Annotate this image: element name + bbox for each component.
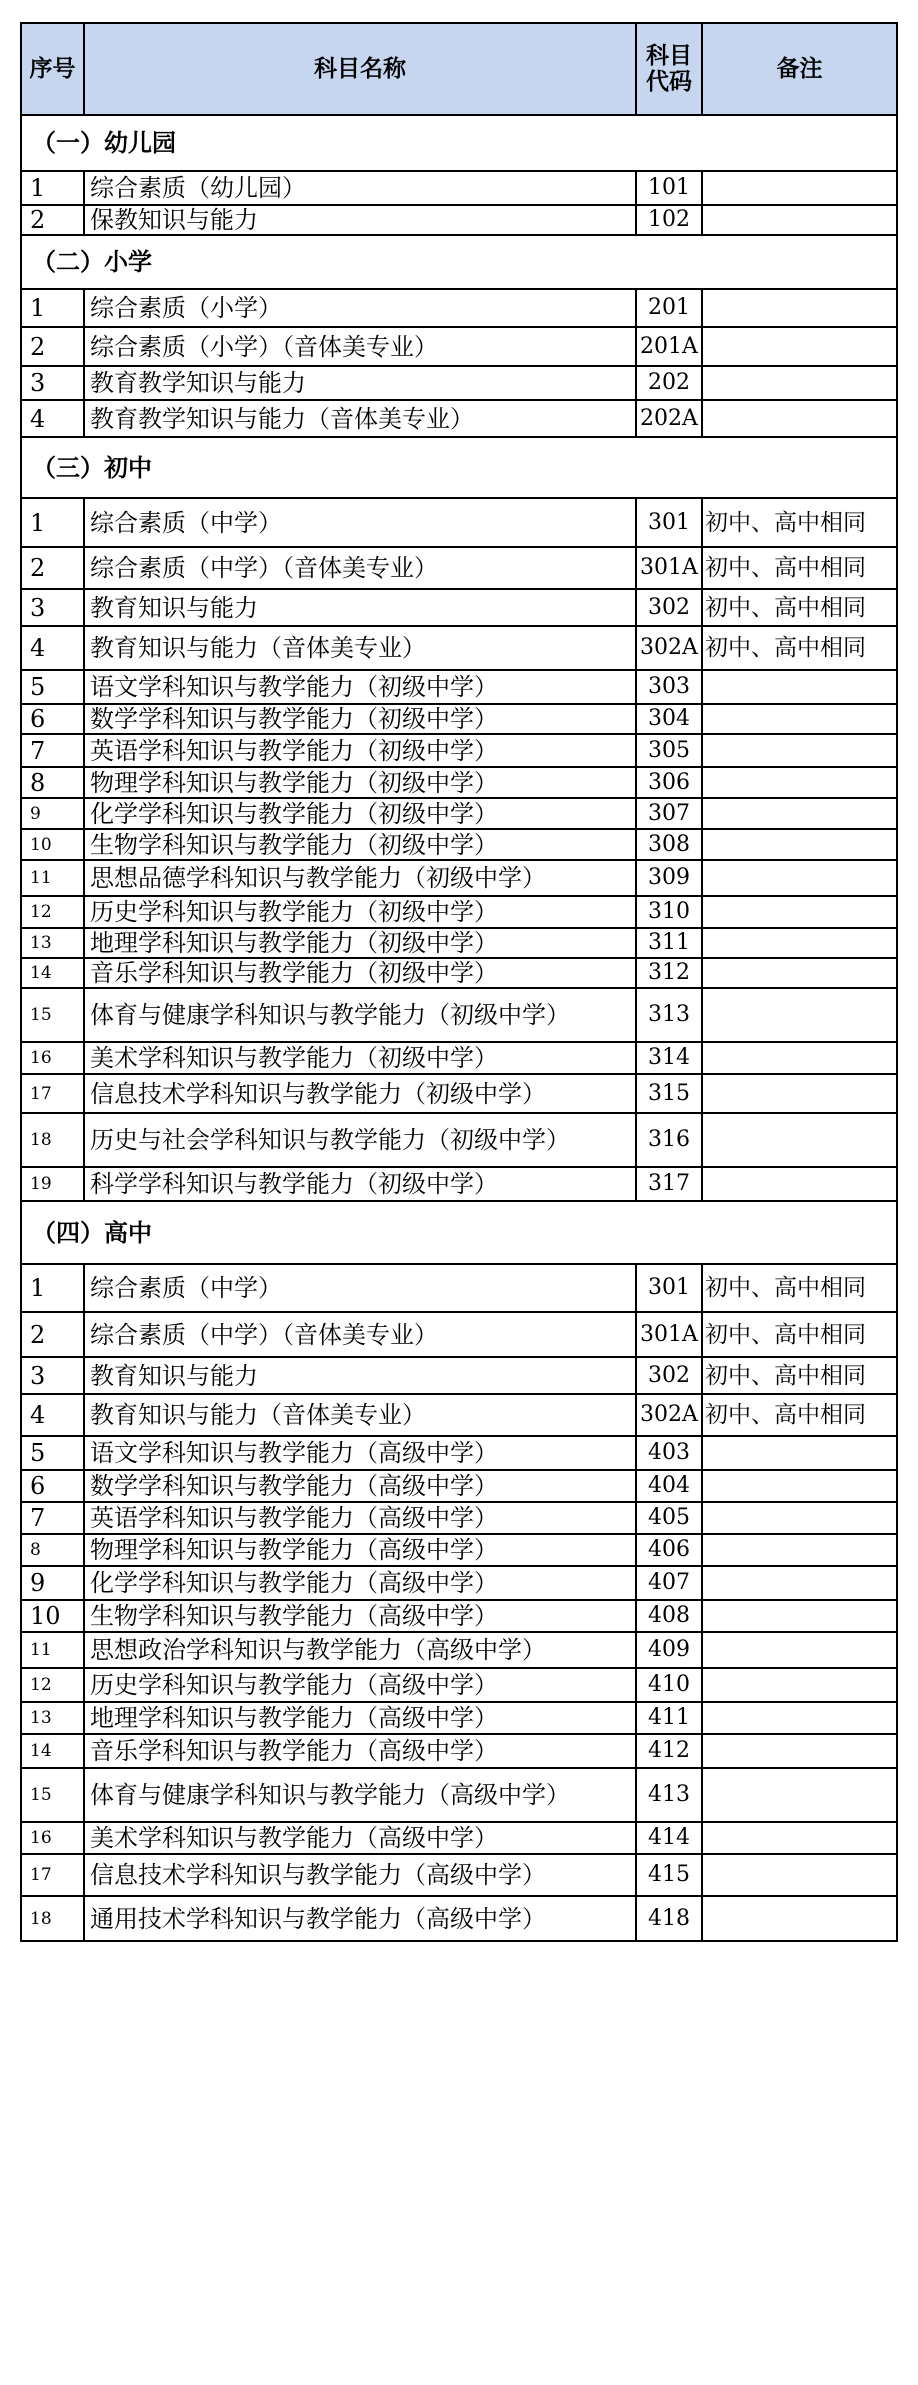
row-seq: 7 [21,734,84,767]
table-row [21,1702,897,1734]
table-row [21,1074,897,1113]
table-row [21,1896,897,1941]
row-subject-code: 315 [636,1074,702,1113]
table-row [21,1668,897,1702]
table-row [21,767,897,798]
section-title: （一）幼儿园 [21,115,897,171]
table-row [21,860,897,896]
row-seq: 2 [21,205,84,235]
row-seq: 15 [21,988,84,1042]
row-subject-name: 生物学科知识与教学能力（初级中学） [84,829,636,860]
table-row [21,589,897,626]
row-subject-code: 302A [636,626,702,670]
table-row [21,1394,897,1436]
row-subject-name: 英语学科知识与教学能力（高级中学） [84,1502,636,1534]
row-seq: 13 [21,928,84,958]
row-subject-code: 409 [636,1632,702,1668]
row-subject-name: 教育知识与能力 [84,1357,636,1394]
row-subject-name: 教育知识与能力 [84,589,636,626]
row-subject-code: 307 [636,798,702,829]
table-row [21,798,897,829]
row-note [702,1896,897,1941]
row-note [702,1632,897,1668]
row-subject-name: 化学学科知识与教学能力（高级中学） [84,1566,636,1600]
table-row [21,958,897,988]
row-note [702,988,897,1042]
row-note [702,289,897,327]
row-seq: 6 [21,1470,84,1502]
row-note [702,1854,897,1896]
row-subject-name: 科学学科知识与教学能力（初级中学） [84,1167,636,1201]
row-subject-code: 312 [636,958,702,988]
row-seq: 16 [21,1822,84,1854]
section-row [21,437,897,498]
table-row [21,1502,897,1534]
row-subject-code: 317 [636,1167,702,1201]
row-seq: 17 [21,1074,84,1113]
row-seq: 3 [21,589,84,626]
row-subject-code: 418 [636,1896,702,1941]
row-seq: 6 [21,704,84,734]
row-subject-code: 102 [636,205,702,235]
header-code-line1: 科目 [646,43,692,69]
row-seq: 12 [21,896,84,928]
row-subject-name: 音乐学科知识与教学能力（初级中学） [84,958,636,988]
row-seq: 10 [21,1600,84,1632]
row-subject-name: 历史学科知识与教学能力（初级中学） [84,896,636,928]
row-subject-code: 301 [636,1264,702,1312]
row-subject-code: 404 [636,1470,702,1502]
row-seq: 3 [21,1357,84,1394]
row-note [702,1470,897,1502]
row-subject-code: 408 [636,1600,702,1632]
row-note [702,670,897,704]
row-subject-name: 地理学科知识与教学能力（高级中学） [84,1702,636,1734]
row-note [702,1702,897,1734]
row-subject-code: 410 [636,1668,702,1702]
table-row [21,1042,897,1074]
row-subject-name: 历史学科知识与教学能力（高级中学） [84,1668,636,1702]
row-note [702,767,897,798]
row-subject-code: 314 [636,1042,702,1074]
row-subject-code: 405 [636,1502,702,1534]
row-seq: 2 [21,547,84,589]
table-row [21,1566,897,1600]
row-seq: 18 [21,1113,84,1167]
row-seq: 4 [21,1394,84,1436]
table-row [21,704,897,734]
table-row [21,988,897,1042]
row-subject-code: 201 [636,289,702,327]
row-subject-code: 303 [636,670,702,704]
table-row [21,1167,897,1201]
row-seq: 5 [21,1436,84,1470]
row-note [702,1502,897,1534]
row-note [702,400,897,437]
row-subject-code: 308 [636,829,702,860]
row-note [702,1074,897,1113]
header-code-line2: 代码 [646,69,692,95]
row-subject-code: 407 [636,1566,702,1600]
row-subject-code: 101 [636,171,702,205]
row-seq: 5 [21,670,84,704]
row-subject-name: 物理学科知识与教学能力（初级中学） [84,767,636,798]
row-subject-name: 体育与健康学科知识与教学能力（初级中学） [84,988,636,1042]
row-note [702,1436,897,1470]
row-subject-name: 物理学科知识与教学能力（高级中学） [84,1534,636,1566]
row-seq: 2 [21,327,84,366]
row-subject-code: 301 [636,498,702,547]
row-seq: 11 [21,860,84,896]
table-row [21,670,897,704]
row-note [702,1042,897,1074]
table-row [21,1822,897,1854]
table-row [21,327,897,366]
row-seq: 10 [21,829,84,860]
row-seq: 16 [21,1042,84,1074]
row-subject-name: 教育知识与能力（音体美专业） [84,626,636,670]
row-seq: 14 [21,1734,84,1768]
row-note [702,327,897,366]
row-subject-name: 综合素质（中学）（音体美专业） [84,1312,636,1357]
row-subject-name: 英语学科知识与教学能力（初级中学） [84,734,636,767]
row-note: 初中、高中相同 [702,498,897,547]
row-note: 初中、高中相同 [702,1394,897,1436]
row-subject-code: 415 [636,1854,702,1896]
row-note [702,860,897,896]
row-subject-name: 教育教学知识与能力（音体美专业） [84,400,636,437]
row-seq: 17 [21,1854,84,1896]
table-row [21,829,897,860]
table-row [21,171,897,205]
row-subject-code: 413 [636,1768,702,1822]
row-subject-code: 301A [636,547,702,589]
row-subject-code: 302 [636,589,702,626]
table-row [21,896,897,928]
row-note [702,1534,897,1566]
row-subject-code: 406 [636,1534,702,1566]
table-row [21,547,897,589]
table-row [21,1470,897,1502]
table-row [21,1312,897,1357]
row-subject-name: 化学学科知识与教学能力（初级中学） [84,798,636,829]
row-note [702,205,897,235]
table-row [21,1768,897,1822]
row-subject-name: 保教知识与能力 [84,205,636,235]
row-seq: 9 [21,1566,84,1600]
row-seq: 1 [21,1264,84,1312]
row-subject-name: 历史与社会学科知识与教学能力（初级中学） [84,1113,636,1167]
row-subject-name: 生物学科知识与教学能力（高级中学） [84,1600,636,1632]
header-seq: 序号 [21,23,84,115]
row-subject-name: 数学学科知识与教学能力（初级中学） [84,704,636,734]
table-row [21,1600,897,1632]
row-subject-name: 思想品德学科知识与教学能力（初级中学） [84,860,636,896]
row-seq: 12 [21,1668,84,1702]
row-note [702,1768,897,1822]
table-row [21,1534,897,1566]
row-subject-code: 305 [636,734,702,767]
row-note [702,896,897,928]
table-row [21,1436,897,1470]
row-subject-name: 语文学科知识与教学能力（初级中学） [84,670,636,704]
row-note [702,958,897,988]
row-seq: 2 [21,1312,84,1357]
row-subject-name: 综合素质（幼儿园） [84,171,636,205]
row-note [702,171,897,205]
row-note [702,798,897,829]
row-subject-code: 403 [636,1436,702,1470]
row-seq: 8 [21,767,84,798]
header-note: 备注 [702,23,897,115]
row-note: 初中、高中相同 [702,626,897,670]
row-subject-name: 地理学科知识与教学能力（初级中学） [84,928,636,958]
row-seq: 1 [21,289,84,327]
row-note: 初中、高中相同 [702,589,897,626]
table-row [21,1854,897,1896]
row-subject-name: 教育知识与能力（音体美专业） [84,1394,636,1436]
row-subject-name: 综合素质（小学）（音体美专业） [84,327,636,366]
row-subject-code: 316 [636,1113,702,1167]
table-row [21,1632,897,1668]
row-subject-name: 美术学科知识与教学能力（高级中学） [84,1822,636,1854]
row-subject-code: 310 [636,896,702,928]
table-row [21,1113,897,1167]
row-subject-code: 201A [636,327,702,366]
row-seq: 9 [21,798,84,829]
row-note: 初中、高中相同 [702,547,897,589]
row-subject-name: 数学学科知识与教学能力（高级中学） [84,1470,636,1502]
row-seq: 1 [21,171,84,205]
row-subject-name: 信息技术学科知识与教学能力（初级中学） [84,1074,636,1113]
row-note [702,1822,897,1854]
row-subject-name: 语文学科知识与教学能力（高级中学） [84,1436,636,1470]
row-subject-code: 304 [636,704,702,734]
row-subject-code: 412 [636,1734,702,1768]
row-note [702,1167,897,1201]
row-subject-code: 302A [636,1394,702,1436]
row-subject-code: 301A [636,1312,702,1357]
row-seq: 15 [21,1768,84,1822]
row-subject-code: 306 [636,767,702,798]
table-row [21,205,897,235]
table-row [21,626,897,670]
table-row [21,1357,897,1394]
row-subject-code: 311 [636,928,702,958]
table-row [21,289,897,327]
row-subject-name: 体育与健康学科知识与教学能力（高级中学） [84,1768,636,1822]
table-row [21,928,897,958]
row-seq: 7 [21,1502,84,1534]
row-subject-name: 综合素质（中学） [84,498,636,547]
section-row [21,1201,897,1264]
table-body [21,23,897,1941]
section-title: （三）初中 [21,437,897,498]
table-row [21,400,897,437]
row-subject-code: 202 [636,366,702,400]
row-subject-name: 综合素质（中学） [84,1264,636,1312]
row-subject-name: 音乐学科知识与教学能力（高级中学） [84,1734,636,1768]
section-title: （二）小学 [21,235,897,289]
table-row [21,366,897,400]
table-row [21,1264,897,1312]
row-subject-name: 通用技术学科知识与教学能力（高级中学） [84,1896,636,1941]
row-note [702,734,897,767]
table-row [21,498,897,547]
row-subject-code: 414 [636,1822,702,1854]
row-note [702,1566,897,1600]
row-subject-name: 思想政治学科知识与教学能力（高级中学） [84,1632,636,1668]
row-seq: 4 [21,400,84,437]
row-subject-name: 教育教学知识与能力 [84,366,636,400]
row-subject-code: 202A [636,400,702,437]
row-seq: 19 [21,1167,84,1201]
row-subject-code: 411 [636,1702,702,1734]
row-note [702,1668,897,1702]
row-subject-code: 302 [636,1357,702,1394]
row-note: 初中、高中相同 [702,1357,897,1394]
subject-code-table [20,22,898,1942]
row-note [702,829,897,860]
header-row [21,23,897,115]
row-subject-name: 信息技术学科知识与教学能力（高级中学） [84,1854,636,1896]
row-note: 初中、高中相同 [702,1264,897,1312]
row-seq: 1 [21,498,84,547]
table-row [21,734,897,767]
row-subject-name: 美术学科知识与教学能力（初级中学） [84,1042,636,1074]
row-note [702,366,897,400]
row-subject-code: 309 [636,860,702,896]
row-note: 初中、高中相同 [702,1312,897,1357]
row-note [702,1734,897,1768]
row-seq: 11 [21,1632,84,1668]
header-name: 科目名称 [84,23,636,115]
table-row [21,1734,897,1768]
section-row [21,235,897,289]
header-code [636,23,702,115]
row-seq: 3 [21,366,84,400]
row-seq: 14 [21,958,84,988]
section-title: （四）高中 [21,1201,897,1264]
row-subject-code: 313 [636,988,702,1042]
row-seq: 4 [21,626,84,670]
row-seq: 18 [21,1896,84,1941]
row-note [702,1113,897,1167]
row-subject-name: 综合素质（中学）（音体美专业） [84,547,636,589]
section-row [21,115,897,171]
row-note [702,1600,897,1632]
row-note [702,928,897,958]
row-subject-name: 综合素质（小学） [84,289,636,327]
row-seq: 13 [21,1702,84,1734]
row-note [702,704,897,734]
row-seq: 8 [21,1534,84,1566]
